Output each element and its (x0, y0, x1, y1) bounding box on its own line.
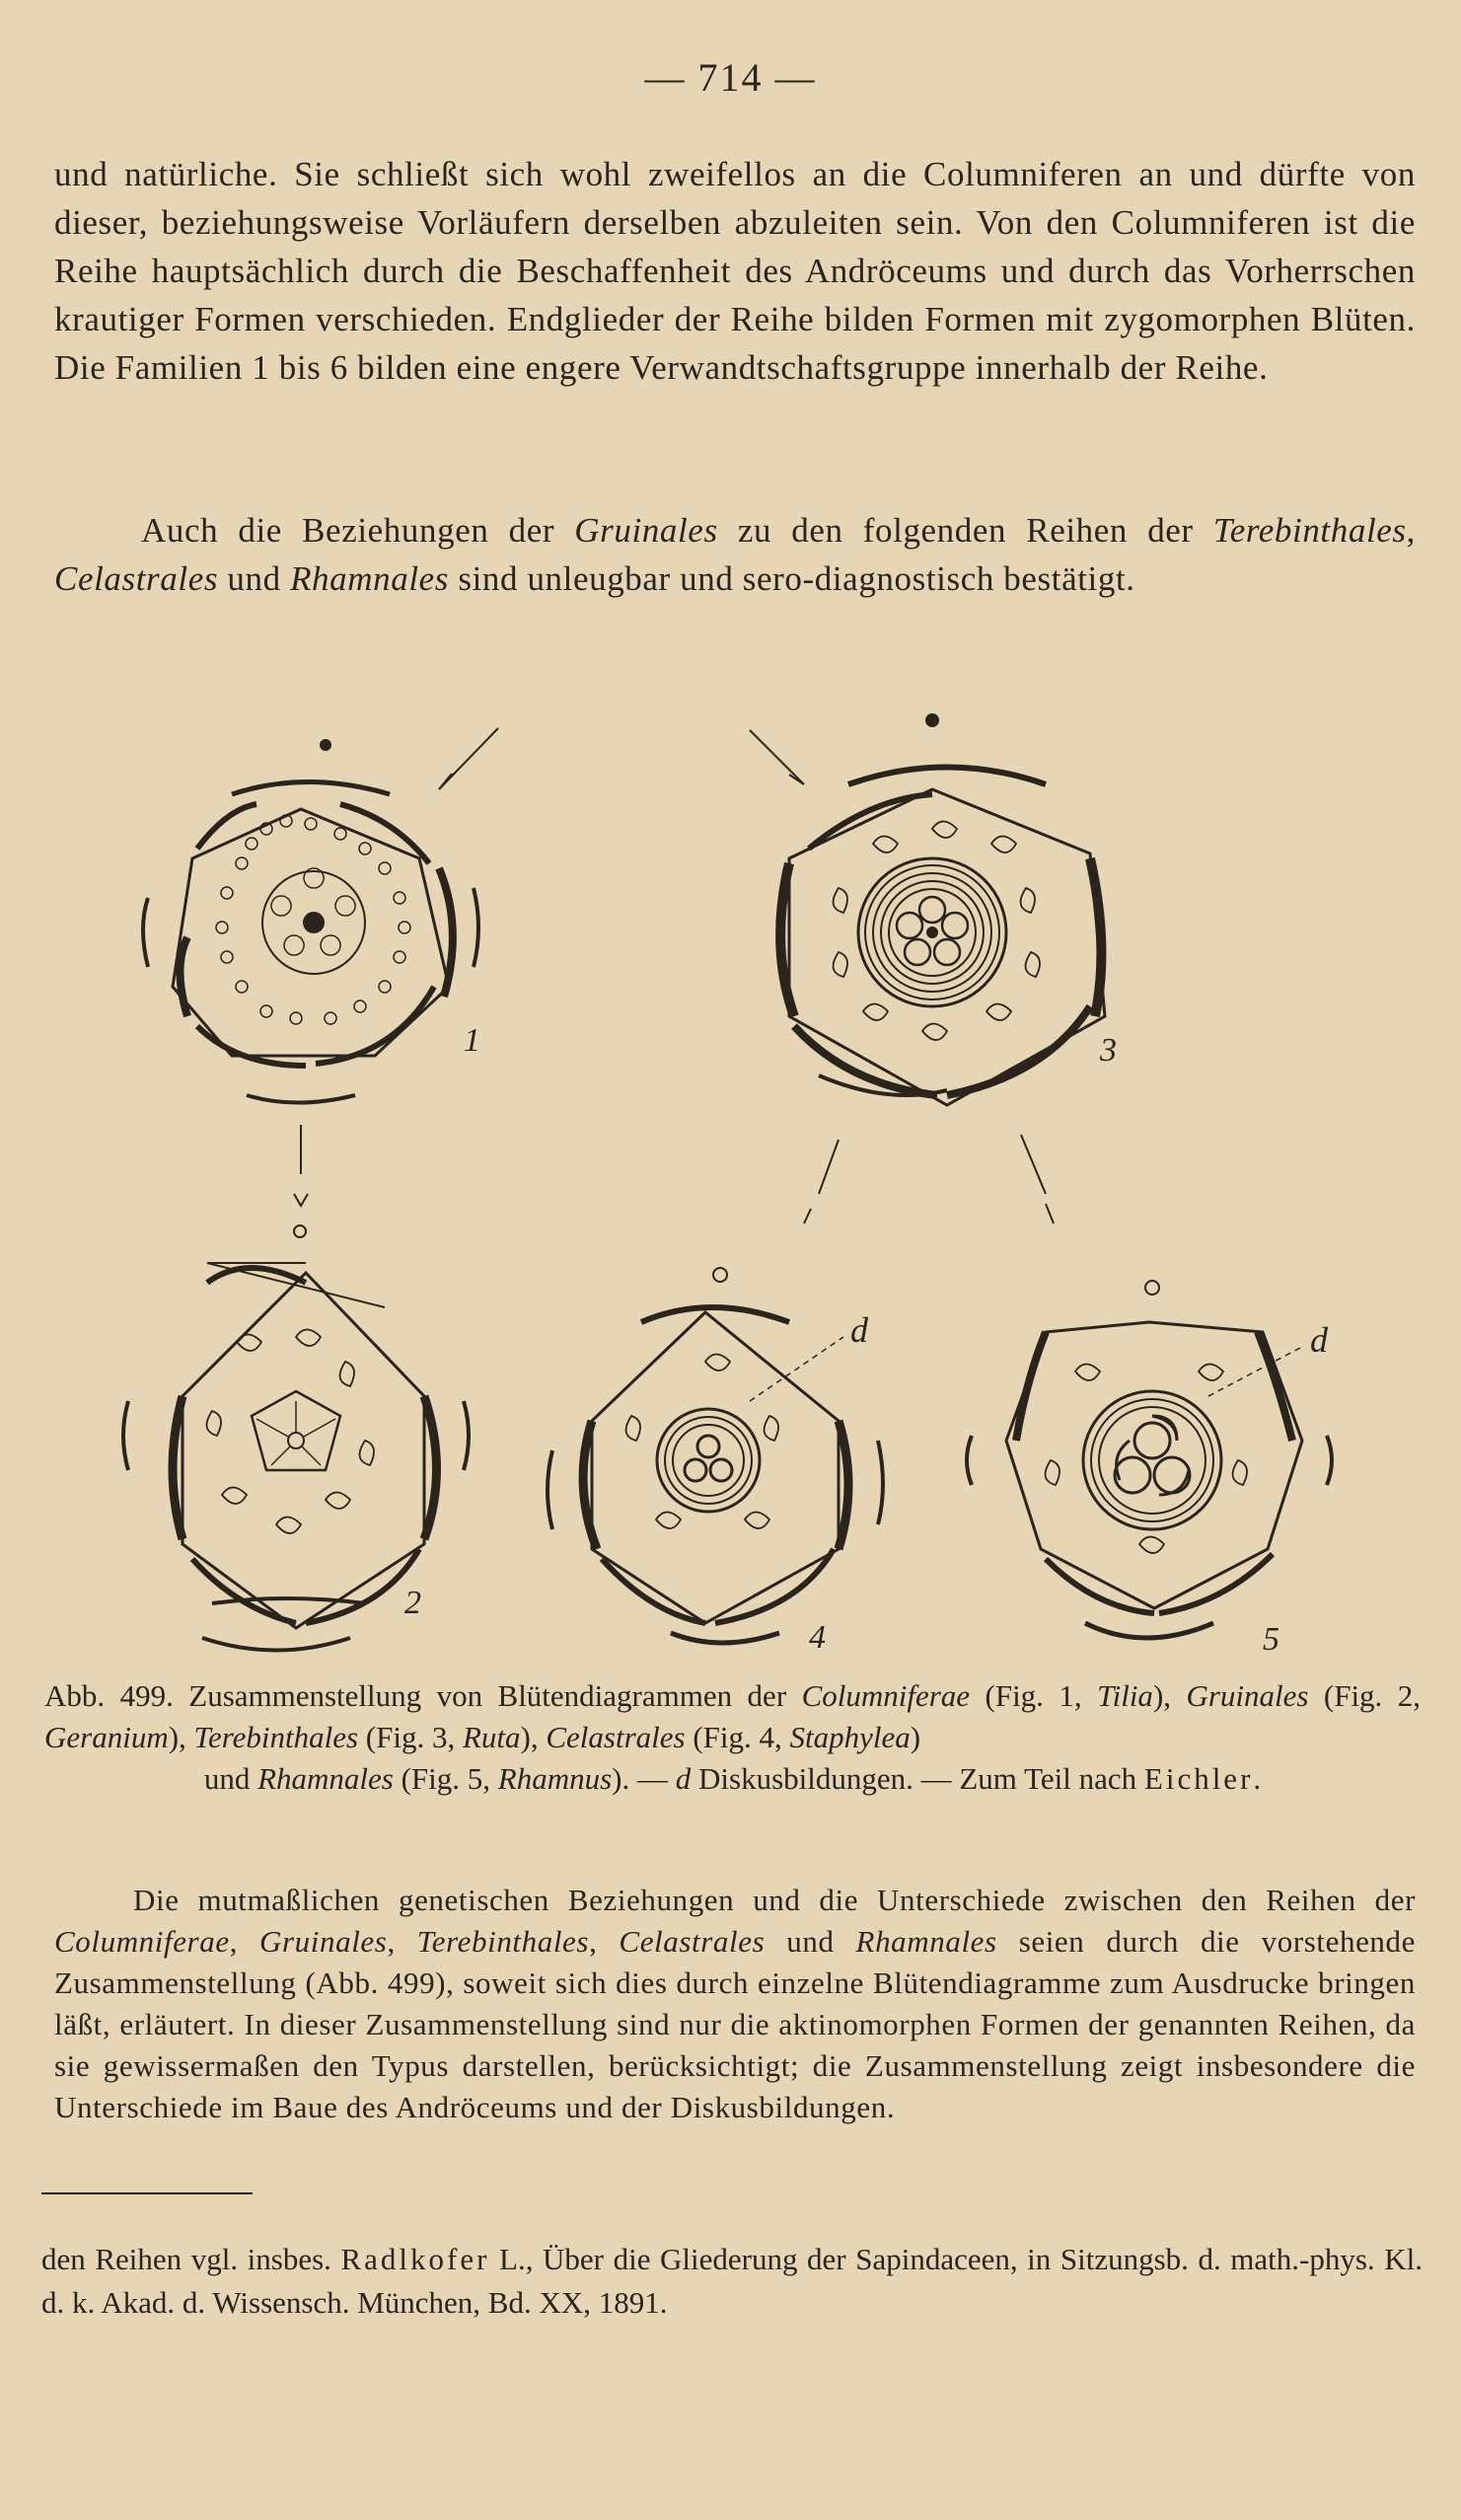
figure-caption: Abb. 499. Zusammenstellung von Blütendiagrammen der Columniferae (Fig. 1, Tilia), Gruinales (Fig. 2, Geranium), Terebinthales (Fig. 3, Ruta), Celastrales (Fig. 4, Staphylea) und Rhamnales (Fig. 5, Rhamnus). — d Diskusbildungen. — Zum Teil nach Eichler. (44, 1678, 1421, 1796)
diagram-fig3 (750, 713, 1117, 1105)
fig1-label: 1 (464, 1022, 480, 1059)
page-number: — 714 — (644, 55, 817, 100)
fig3-label: 3 (1100, 1032, 1117, 1069)
diagram-fig4 (548, 1268, 883, 1656)
flower-diagrams-figure (0, 691, 1461, 1677)
fig5-label: 5 (1263, 1621, 1279, 1658)
footnote-separator (41, 2192, 253, 2194)
paragraph-3: Die mutmaßlichen genetischen Beziehungen und die Unterschiede zwischen den Reihen der Columniferae, Gruinales, Terebinthales, Celastrales und Rhamnales seien durch die vorstehende Zusammenstellung (Abb. 499), soweit sich dies durch einzelne Blütendiagramme zum Ausdrucke bringen läßt, erläutert. In dieser Zusammenstellung sind nur die aktinomorphen Formen der genannten Reihen, da sie gewissermaßen den Typus darstellen, berücksichtigt; die Zusammenstellung zeigt insbesondere die Unterschiede im Baue des Andröceums und der Diskusbildungen. (54, 1883, 1416, 2124)
fig4-label: 4 (809, 1619, 826, 1656)
paragraph-2: Auch die Beziehungen der Gruinales zu den folgenden Reihen der Terebinthales, Celastrales und Rhamnales sind unleugbar und sero-diagnostisch bestätigt. (54, 511, 1416, 598)
fig2-label: 2 (404, 1585, 421, 1621)
bract-arrow (819, 1140, 839, 1194)
paragraph-1: und natürliche. Sie schließt sich wohl zweifellos an die Columniferen an und dürfte von dieser, beziehungsweise Vorläufern derselben abzuleiten sein. Von den Columniferen ist die Reihe hauptsächlich durch die Beschaffenheit des Andröceums und durch das Vorherrschen krautiger Formen verschieden. Endglieder der Reihe bilden Formen mit zygomorphen Blüten. Die Familien 1 bis 6 bilden eine engere Verwandtschaftsgruppe innerhalb der Reihe. (54, 155, 1416, 387)
disk-label-fig4: d (850, 1310, 868, 1350)
diagram-fig1 (143, 728, 498, 1237)
disk-label-fig5: d (1310, 1320, 1328, 1360)
footnote: den Reihen vgl. insbes. Radlkofer L., Über die Gliederung der Sapindaceen, in Sitzungsb. d. math.-phys. Kl. d. k. Akad. d. Wissensch. München, Bd. XX, 1891. (41, 2242, 1423, 2320)
diagram-fig2 (123, 1263, 469, 1651)
diagram-fig5 (967, 1281, 1332, 1658)
